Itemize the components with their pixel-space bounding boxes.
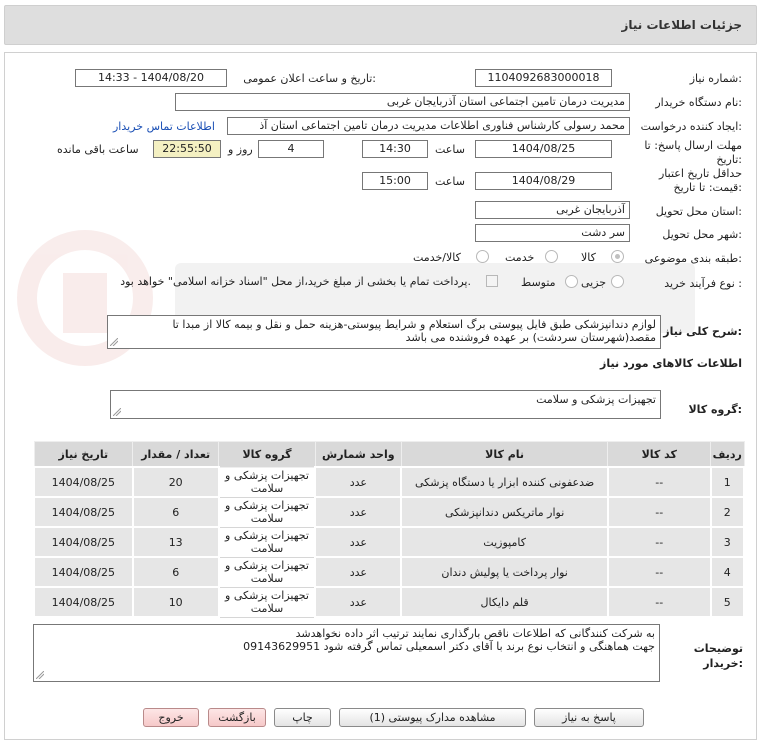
cell-code: -- (608, 557, 711, 587)
treasury-payment-checkbox[interactable] (486, 275, 498, 287)
resize-grip-icon[interactable] (110, 338, 118, 346)
buyer-notes-field (33, 624, 660, 682)
col-row: ردیف (711, 442, 744, 468)
cell-name: کامپوزیت (401, 527, 607, 557)
back-button[interactable]: بازگشت (208, 708, 266, 727)
treasury-payment-text: پرداخت تمام یا بخشی از مبلغ خرید،از محل "اسناد خزانه اسلامی" خواهد بود. (120, 275, 471, 288)
category-option-service: خدمت (505, 251, 535, 264)
cell-name: ضدعفونی کننده ابزار یا دستگاه پزشکی (401, 467, 607, 497)
remaining-time-label: ساعت باقی مانده (57, 143, 139, 156)
print-button[interactable]: چاپ (274, 708, 331, 727)
province-label: استان محل تحویل: (655, 205, 742, 218)
col-name: نام کالا (401, 442, 607, 468)
category-label: طبقه بندی موضوعی: (644, 252, 742, 265)
province-field: آذربایجان غربی (475, 201, 630, 219)
cell-unit: عدد (315, 557, 401, 587)
cell-unit: عدد (315, 527, 401, 557)
cell-row: 1 (711, 467, 744, 497)
cell-name: نوار پرداخت یا پولیش دندان (401, 557, 607, 587)
validity-time-label: ساعت (435, 175, 465, 188)
cell-group: تجهیزات پزشکی و سلامت (219, 527, 316, 557)
remaining-time-field: 22:55:50 (153, 140, 221, 158)
reply-time-field: 14:30 (362, 140, 428, 158)
col-unit: واحد شمارش (315, 442, 401, 468)
page-header (4, 5, 757, 45)
cell-group: تجهیزات پزشکی و سلامت (219, 557, 316, 587)
exit-button[interactable]: خروج (143, 708, 199, 727)
cell-row: 5 (711, 587, 744, 617)
table-row[interactable] (34, 497, 744, 527)
table-row[interactable] (34, 467, 744, 497)
cell-row: 3 (711, 527, 744, 557)
goods-table (33, 441, 745, 618)
need-number-label: شماره نیاز: (689, 72, 742, 85)
goods-group-label: گروه کالا: (688, 403, 742, 416)
category-radio-goods-service[interactable] (476, 250, 489, 263)
cell-code: -- (608, 587, 711, 617)
buyer-org-label: نام دستگاه خریدار: (655, 96, 742, 109)
process-option-minor: جزیی (581, 276, 607, 289)
announce-datetime-field: 1404/08/20 - 14:33 (75, 69, 227, 87)
resize-grip-icon[interactable] (36, 671, 44, 679)
cell-code: -- (608, 467, 711, 497)
buyer-contact-link[interactable]: اطلاعات تماس خریدار (113, 120, 215, 133)
cell-group: تجهیزات پزشکی و سلامت (219, 467, 316, 497)
cell-code: -- (608, 527, 711, 557)
cell-date: 1404/08/25 (34, 497, 133, 527)
goods-group-field (110, 390, 661, 419)
table-header-row (34, 442, 744, 468)
cell-qty: 10 (133, 587, 219, 617)
cell-group: تجهیزات پزشکی و سلامت (219, 587, 316, 617)
validity-label-2: قیمت: تا تاریخ: (673, 181, 742, 194)
city-field: سر دشت (475, 224, 630, 242)
process-option-medium: متوسط (521, 276, 556, 289)
cell-code: -- (608, 497, 711, 527)
buyer-notes-label-2: خریدار: (703, 657, 743, 670)
goods-info-title: اطلاعات کالاهای مورد نیاز (600, 357, 742, 370)
cell-name: قلم دایکال (401, 587, 607, 617)
process-radio-minor[interactable] (611, 275, 624, 288)
col-group: گروه کالا (219, 442, 316, 468)
cell-unit: عدد (315, 497, 401, 527)
cell-date: 1404/08/25 (34, 557, 133, 587)
process-radio-medium[interactable] (565, 275, 578, 288)
cell-unit: عدد (315, 467, 401, 497)
validity-date-field: 1404/08/29 (475, 172, 612, 190)
buyer-notes-line-1: به شرکت کنندگانی که اطلاعات ناقص بارگذاری نمایند ترتیب اثر داده نخواهدشد (295, 627, 655, 640)
view-attachments-button[interactable]: مشاهده مدارک پیوستی (1) (339, 708, 526, 727)
resize-grip-icon[interactable] (113, 408, 121, 416)
category-option-goods: کالا (581, 251, 596, 264)
cell-group: تجهیزات پزشکی و سلامت (219, 497, 316, 527)
buyer-notes-line-2: جهت هماهنگی و انتخاب نوع برند با آقای دکتر اسمعیلی تماس گرفته شود 09143629951 (243, 640, 655, 653)
general-desc-label: شرح کلی نیاز: (663, 325, 742, 338)
reply-deadline-label: مهلت ارسال پاسخ: تا (644, 139, 742, 152)
cell-unit: عدد (315, 587, 401, 617)
cell-qty: 20 (133, 467, 219, 497)
requester-field: محمد رسولی کارشناس فناوری اطلاعات مدیریت درمان تامین اجتماعی استان آذ (227, 117, 630, 135)
table-row[interactable] (34, 587, 744, 617)
validity-time-field: 15:00 (362, 172, 428, 190)
category-radio-service[interactable] (545, 250, 558, 263)
cell-qty: 6 (133, 557, 219, 587)
buyer-notes-label: توضیحات (693, 642, 743, 655)
requester-label: ایجاد کننده درخواست: (640, 120, 742, 133)
general-desc-field (107, 315, 661, 349)
validity-label: حداقل تاریخ اعتبار (658, 167, 742, 180)
days-label: روز و (228, 143, 253, 156)
reply-time-label: ساعت (435, 143, 465, 156)
process-label: نوع فرآیند خرید : (664, 277, 742, 290)
table-row[interactable] (34, 527, 744, 557)
cell-row: 4 (711, 557, 744, 587)
announce-label: تاریخ و ساعت اعلان عمومی: (243, 72, 376, 85)
reply-date-field: 1404/08/25 (475, 140, 612, 158)
reply-deadline-label-2: تاریخ: (716, 153, 742, 166)
city-label: شهر محل تحویل: (662, 228, 742, 241)
general-desc-text: لوازم دندانپزشکی طبق فایل پیوستی برگ استعلام و شرایط پیوستی-هزینه حمل و نقل و بیمه کالا از مبدا تا مقصد(شهرستان سردشت) بر عهده فروشنده می باشد (172, 318, 656, 344)
col-qty: تعداد / مقدار (133, 442, 219, 468)
col-date: تاریخ نیاز (34, 442, 133, 468)
cell-date: 1404/08/25 (34, 527, 133, 557)
days-remaining-field: 4 (258, 140, 324, 158)
cell-date: 1404/08/25 (34, 467, 133, 497)
table-row[interactable] (34, 557, 744, 587)
reply-button[interactable]: پاسخ به نیاز (534, 708, 644, 727)
buyer-org-field: مدیریت درمان تامین اجتماعی استان آذربایجان غربی (175, 93, 630, 111)
cell-qty: 6 (133, 497, 219, 527)
goods-group-text: تجهیزات پزشکی و سلامت (536, 393, 656, 406)
category-option-goods-service: کالا/خدمت (413, 251, 461, 264)
need-number-field: 1104092683000018 (475, 69, 612, 87)
page-title: جزئیات اطلاعات نیاز (621, 18, 742, 32)
cell-date: 1404/08/25 (34, 587, 133, 617)
cell-row: 2 (711, 497, 744, 527)
cell-name: نوار ماتریکس دندانپزشکی (401, 497, 607, 527)
cell-qty: 13 (133, 527, 219, 557)
col-code: کد کالا (608, 442, 711, 468)
category-radio-goods[interactable] (611, 250, 624, 263)
